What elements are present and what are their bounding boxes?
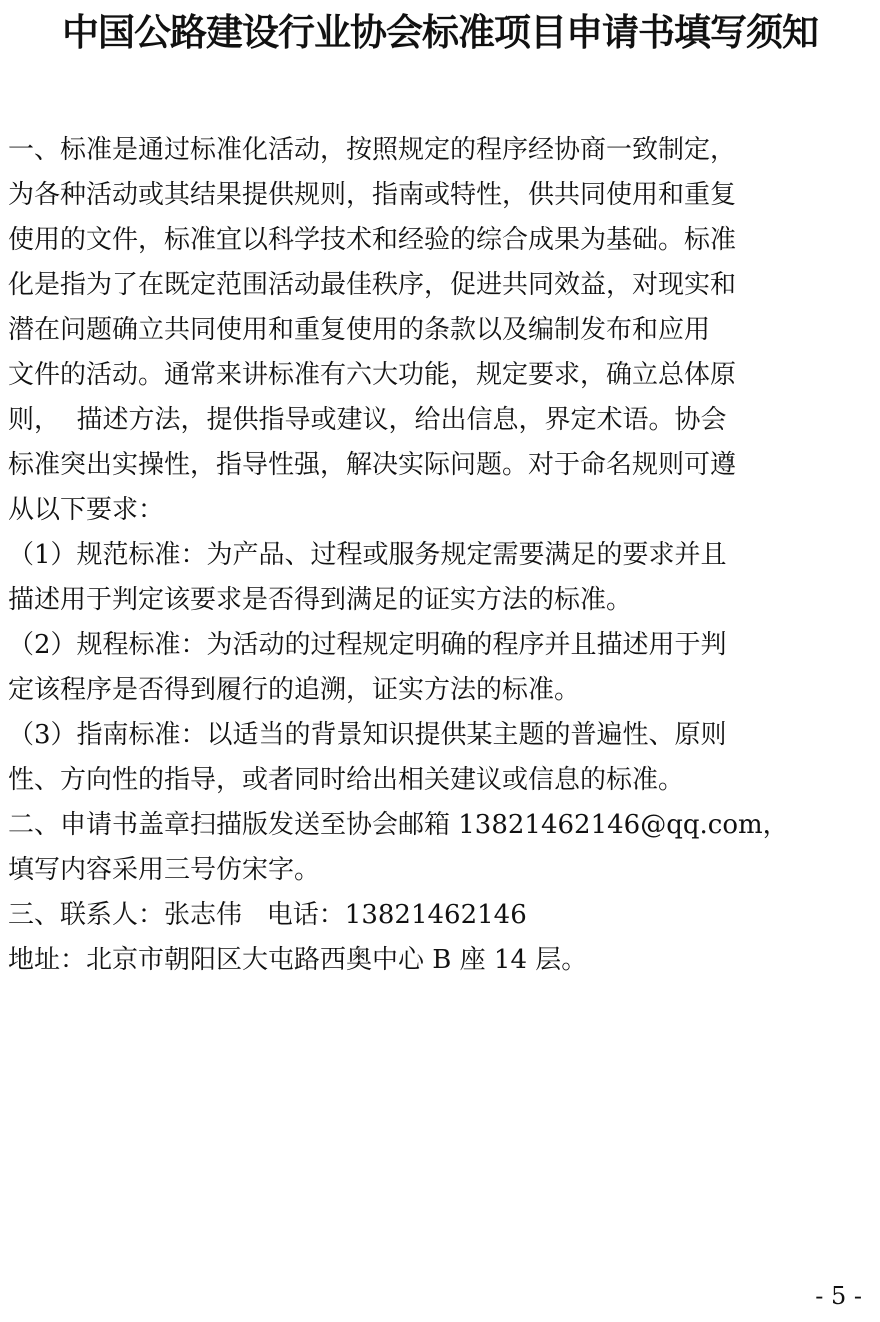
document-title: 中国公路建设行业协会标准项目申请书填写须知 — [62, 11, 818, 54]
body-line-2: 为各种活动或其结果提供规则，指南或特性，供共同使用和重复 — [8, 180, 737, 210]
contact-line: 三、联系人：张志伟 电话：13821462146 — [8, 900, 527, 930]
body-line-9: 从以下要求： — [8, 495, 165, 525]
font-requirement-line: 填写内容采用三号仿宋字。 — [8, 855, 321, 885]
body-line-13: 定该程序是否得到履行的追溯，证实方法的标准。 — [8, 675, 581, 705]
email-line: 二、申请书盖章扫描版发送至协会邮箱 13821462146@qq.com， — [8, 810, 789, 840]
body-line-7: 则， 描述方法，提供指导或建议，给出信息，界定术语。协会 — [8, 405, 727, 435]
body-line-3: 使用的文件，标准宜以科学技术和经验的综合成果为基础。标准 — [8, 225, 737, 255]
document-body — [8, 128, 870, 983]
body-line-10: （1）规范标准：为产品、过程或服务规定需要满足的要求并且 — [8, 540, 727, 570]
body-line-4: 化是指为了在既定范围活动最佳秩序，促进共同效益，对现实和 — [8, 270, 737, 300]
page-number: - 5 - — [815, 1282, 862, 1310]
body-line-1: 一、标准是通过标准化活动，按照规定的程序经协商一致制定， — [8, 135, 737, 165]
body-line-15: 性、方向性的指导，或者同时给出相关建议或信息的标准。 — [8, 765, 685, 795]
body-line-5: 潜在问题确立共同使用和重复使用的条款以及编制发布和应用 — [8, 315, 711, 345]
body-line-8: 标准突出实操性，指导性强，解决实际问题。对于命名规则可遵 — [8, 450, 737, 480]
address-line: 地址：北京市朝阳区大屯路西奥中心 B 座 14 层。 — [8, 945, 588, 975]
body-line-14: （3）指南标准：以适当的背景知识提供某主题的普遍性、原则 — [8, 720, 727, 750]
body-line-12: （2）规程标准：为活动的过程规定明确的程序并且描述用于判 — [8, 630, 727, 660]
body-line-11: 描述用于判定该要求是否得到满足的证实方法的标准。 — [8, 585, 633, 615]
body-line-6: 文件的活动。通常来讲标准有六大功能，规定要求，确立总体原 — [8, 360, 737, 390]
